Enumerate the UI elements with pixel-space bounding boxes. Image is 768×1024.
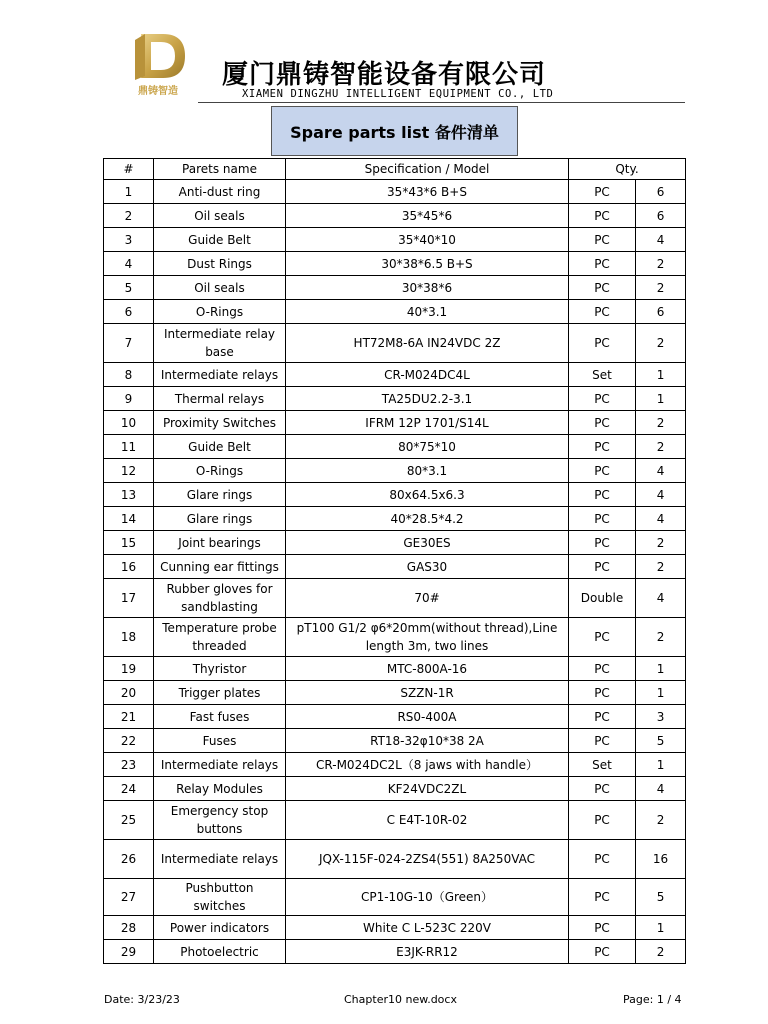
cell-specification: 70# — [286, 579, 569, 618]
cell-specification: White C L-523C 220V — [286, 916, 569, 940]
footer-date: Date: 3/23/23 — [104, 993, 180, 1006]
cell-unit: PC — [569, 916, 636, 940]
header-divider — [198, 102, 685, 103]
table-body — [104, 180, 686, 964]
cell-part-name: Thermal relays — [154, 387, 286, 411]
cell-quantity: 2 — [636, 555, 686, 579]
cell-quantity: 2 — [636, 618, 686, 657]
cell-number: 16 — [104, 555, 154, 579]
table-row — [104, 459, 686, 483]
cell-specification: 30*38*6 — [286, 276, 569, 300]
table-row — [104, 879, 686, 916]
cell-unit: PC — [569, 252, 636, 276]
cell-number: 22 — [104, 729, 154, 753]
cell-unit: PC — [569, 507, 636, 531]
cell-specification: 35*40*10 — [286, 228, 569, 252]
cell-specification: SZZN-1R — [286, 681, 569, 705]
cell-unit: PC — [569, 657, 636, 681]
table-row — [104, 657, 686, 681]
cell-quantity: 4 — [636, 483, 686, 507]
table-row — [104, 180, 686, 204]
cell-number: 23 — [104, 753, 154, 777]
cell-quantity: 2 — [636, 324, 686, 363]
table-row — [104, 940, 686, 964]
cell-quantity: 1 — [636, 363, 686, 387]
table-row — [104, 252, 686, 276]
cell-specification: 35*45*6 — [286, 204, 569, 228]
cell-number: 20 — [104, 681, 154, 705]
cell-number: 27 — [104, 879, 154, 916]
cell-part-name: Joint bearings — [154, 531, 286, 555]
cell-quantity: 2 — [636, 252, 686, 276]
cell-number: 19 — [104, 657, 154, 681]
cell-quantity: 1 — [636, 753, 686, 777]
column-header-qty: Qty. — [569, 159, 686, 180]
cell-number: 15 — [104, 531, 154, 555]
table-row — [104, 324, 686, 363]
cell-number: 5 — [104, 276, 154, 300]
cell-unit: PC — [569, 531, 636, 555]
cell-number: 25 — [104, 801, 154, 840]
cell-quantity: 2 — [636, 531, 686, 555]
table-row — [104, 555, 686, 579]
cell-unit: PC — [569, 459, 636, 483]
cell-number: 18 — [104, 618, 154, 657]
cell-quantity: 1 — [636, 916, 686, 940]
footer-page-number: Page: 1 / 4 — [623, 993, 682, 1006]
cell-quantity: 6 — [636, 180, 686, 204]
cell-number: 3 — [104, 228, 154, 252]
cell-number: 8 — [104, 363, 154, 387]
cell-part-name: Guide Belt — [154, 435, 286, 459]
cell-unit: PC — [569, 777, 636, 801]
cell-part-name: Oil seals — [154, 276, 286, 300]
cell-specification: 80*3.1 — [286, 459, 569, 483]
cell-part-name: Intermediate relays — [154, 753, 286, 777]
cell-specification: pT100 G1/2 φ6*20mm(without thread),Line length 3m, two lines — [286, 618, 569, 657]
table-row — [104, 916, 686, 940]
table-row — [104, 483, 686, 507]
cell-specification: RS0-400A — [286, 705, 569, 729]
cell-specification: JQX-115F-024-2ZS4(551) 8A250VAC — [286, 840, 569, 879]
table-row — [104, 531, 686, 555]
cell-quantity: 5 — [636, 879, 686, 916]
company-name-en: XIAMEN DINGZHU INTELLIGENT EQUIPMENT CO., LTD — [242, 88, 554, 100]
table-row — [104, 300, 686, 324]
table-row — [104, 411, 686, 435]
cell-number: 7 — [104, 324, 154, 363]
cell-specification: RT18-32φ10*38 2A — [286, 729, 569, 753]
cell-unit: PC — [569, 276, 636, 300]
cell-quantity: 4 — [636, 777, 686, 801]
svg-text:鼎铸智造: 鼎铸智造 — [138, 86, 178, 97]
cell-unit: PC — [569, 940, 636, 964]
cell-unit: PC — [569, 555, 636, 579]
cell-number: 24 — [104, 777, 154, 801]
cell-part-name: Proximity Switches — [154, 411, 286, 435]
cell-specification: 80*75*10 — [286, 435, 569, 459]
document-title: Spare parts list 备件清单 — [271, 106, 518, 156]
table-row — [104, 840, 686, 879]
cell-unit: PC — [569, 435, 636, 459]
cell-number: 1 — [104, 180, 154, 204]
table-row — [104, 228, 686, 252]
cell-specification: CR-M024DC4L — [286, 363, 569, 387]
spare-parts-table — [103, 158, 686, 964]
table-row — [104, 681, 686, 705]
cell-number: 9 — [104, 387, 154, 411]
cell-number: 12 — [104, 459, 154, 483]
cell-part-name: Photoelectric — [154, 940, 286, 964]
cell-specification: 80x64.5x6.3 — [286, 483, 569, 507]
cell-number: 4 — [104, 252, 154, 276]
cell-specification: GE30ES — [286, 531, 569, 555]
cell-unit: PC — [569, 324, 636, 363]
cell-unit: PC — [569, 483, 636, 507]
cell-specification: 40*28.5*4.2 — [286, 507, 569, 531]
table-row — [104, 729, 686, 753]
table-row — [104, 705, 686, 729]
cell-quantity: 1 — [636, 387, 686, 411]
table-row — [104, 777, 686, 801]
cell-quantity: 2 — [636, 940, 686, 964]
cell-quantity: 2 — [636, 276, 686, 300]
cell-part-name: Rubber gloves for sandblasting — [154, 579, 286, 618]
cell-part-name: Dust Rings — [154, 252, 286, 276]
column-header-number: # — [104, 159, 154, 180]
cell-part-name: Intermediate relays — [154, 363, 286, 387]
company-logo — [121, 30, 195, 100]
cell-quantity: 1 — [636, 657, 686, 681]
cell-specification: MTC-800A-16 — [286, 657, 569, 681]
cell-quantity: 4 — [636, 459, 686, 483]
cell-unit: PC — [569, 204, 636, 228]
footer-filename: Chapter10 new.docx — [344, 993, 457, 1006]
cell-part-name: Cunning ear fittings — [154, 555, 286, 579]
cell-unit: PC — [569, 681, 636, 705]
cell-number: 17 — [104, 579, 154, 618]
cell-part-name: Power indicators — [154, 916, 286, 940]
cell-number: 11 — [104, 435, 154, 459]
cell-specification: 30*38*6.5 B+S — [286, 252, 569, 276]
cell-part-name: Trigger plates — [154, 681, 286, 705]
cell-specification: 35*43*6 B+S — [286, 180, 569, 204]
cell-part-name: Intermediate relay base — [154, 324, 286, 363]
cell-specification: CR-M024DC2L（8 jaws with handle） — [286, 753, 569, 777]
table-row — [104, 276, 686, 300]
cell-number: 6 — [104, 300, 154, 324]
cell-unit: Double — [569, 579, 636, 618]
cell-part-name: Anti-dust ring — [154, 180, 286, 204]
cell-number: 29 — [104, 940, 154, 964]
cell-unit: PC — [569, 618, 636, 657]
cell-unit: PC — [569, 387, 636, 411]
cell-part-name: O-Rings — [154, 300, 286, 324]
column-header-spec: Specification / Model — [286, 159, 569, 180]
cell-quantity: 6 — [636, 204, 686, 228]
cell-part-name: Oil seals — [154, 204, 286, 228]
cell-part-name: Emergency stop buttons — [154, 801, 286, 840]
cell-specification: E3JK-RR12 — [286, 940, 569, 964]
cell-unit: PC — [569, 729, 636, 753]
cell-unit: Set — [569, 363, 636, 387]
cell-quantity: 4 — [636, 579, 686, 618]
cell-specification: CP1-10G-10（Green） — [286, 879, 569, 916]
cell-number: 14 — [104, 507, 154, 531]
cell-number: 28 — [104, 916, 154, 940]
table-row — [104, 204, 686, 228]
table-row — [104, 753, 686, 777]
cell-quantity: 5 — [636, 729, 686, 753]
cell-part-name: Thyristor — [154, 657, 286, 681]
column-header-name: Parets name — [154, 159, 286, 180]
cell-number: 26 — [104, 840, 154, 879]
cell-quantity: 4 — [636, 228, 686, 252]
cell-number: 21 — [104, 705, 154, 729]
cell-specification: GAS30 — [286, 555, 569, 579]
cell-number: 10 — [104, 411, 154, 435]
cell-quantity: 4 — [636, 507, 686, 531]
cell-specification: HT72M8-6A IN24VDC 2Z — [286, 324, 569, 363]
logo-d-icon — [121, 30, 195, 100]
cell-unit: PC — [569, 411, 636, 435]
cell-unit: PC — [569, 840, 636, 879]
cell-quantity: 16 — [636, 840, 686, 879]
cell-part-name: Glare rings — [154, 483, 286, 507]
cell-specification: KF24VDC2ZL — [286, 777, 569, 801]
table-row — [104, 387, 686, 411]
cell-unit: PC — [569, 879, 636, 916]
cell-quantity: 3 — [636, 705, 686, 729]
company-name-cn: 厦门鼎铸智能设备有限公司 — [222, 60, 547, 90]
table-row — [104, 435, 686, 459]
cell-specification: 40*3.1 — [286, 300, 569, 324]
cell-unit: PC — [569, 300, 636, 324]
cell-quantity: 2 — [636, 411, 686, 435]
cell-specification: TA25DU2.2-3.1 — [286, 387, 569, 411]
table-row — [104, 363, 686, 387]
cell-number: 2 — [104, 204, 154, 228]
cell-part-name: Temperature probe threaded — [154, 618, 286, 657]
cell-specification: C E4T-10R-02 — [286, 801, 569, 840]
cell-part-name: Fuses — [154, 729, 286, 753]
cell-unit: Set — [569, 753, 636, 777]
cell-quantity: 6 — [636, 300, 686, 324]
cell-part-name: Fast fuses — [154, 705, 286, 729]
cell-part-name: Relay Modules — [154, 777, 286, 801]
cell-specification: IFRM 12P 1701/S14L — [286, 411, 569, 435]
cell-quantity: 2 — [636, 801, 686, 840]
cell-number: 13 — [104, 483, 154, 507]
table-row — [104, 618, 686, 657]
cell-unit: PC — [569, 180, 636, 204]
table-row — [104, 579, 686, 618]
cell-unit: PC — [569, 801, 636, 840]
cell-quantity: 1 — [636, 681, 686, 705]
cell-part-name: Guide Belt — [154, 228, 286, 252]
table-header-row — [104, 159, 686, 180]
table-row — [104, 801, 686, 840]
cell-part-name: O-Rings — [154, 459, 286, 483]
table-row — [104, 507, 686, 531]
cell-part-name: Glare rings — [154, 507, 286, 531]
cell-unit: PC — [569, 705, 636, 729]
cell-quantity: 2 — [636, 435, 686, 459]
cell-part-name: Pushbutton switches — [154, 879, 286, 916]
cell-unit: PC — [569, 228, 636, 252]
cell-part-name: Intermediate relays — [154, 840, 286, 879]
